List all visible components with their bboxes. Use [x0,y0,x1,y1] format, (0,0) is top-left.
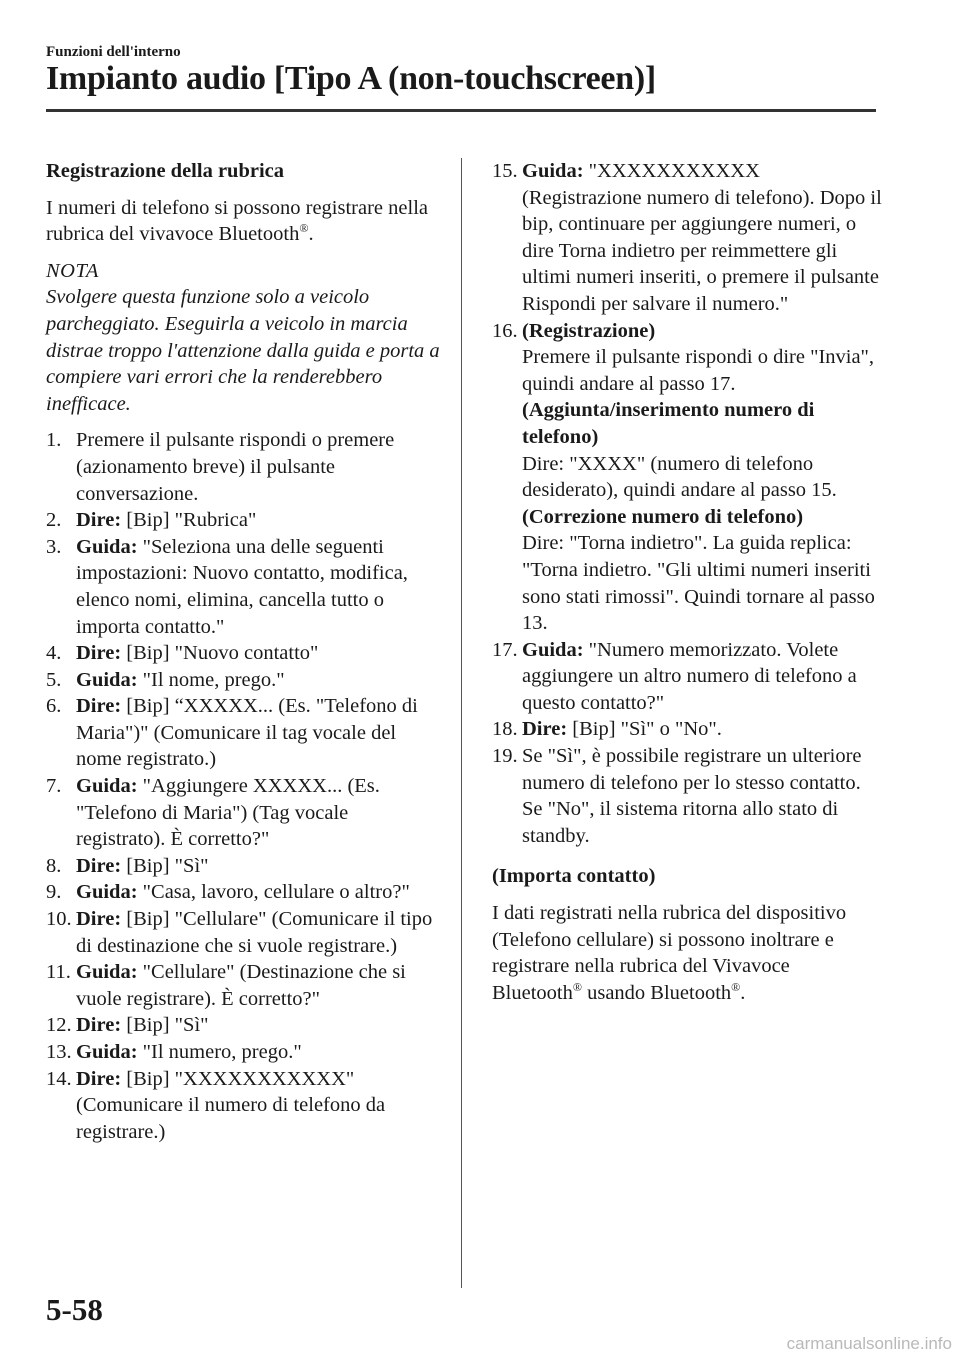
list-item [46,693,441,773]
list-item [46,853,441,880]
step-body: Dire: [Bip] "Sì" [76,854,209,877]
list-item [46,1012,441,1039]
sub-text: Se "No", il sistema ritorna allo stato di standby. [522,798,839,847]
step-number: 16. [492,319,518,342]
step-body: Guida: "Cellulare" (Destinazione che si vuole registrare). È corretto?" [76,961,406,1010]
step-body: Premere il pulsante rispondi o premere (azionamento breve) il pulsante conversazione. [76,429,395,505]
steps-list-right [492,158,882,849]
list-item [46,906,441,959]
list-item [46,773,441,853]
title-rule [46,109,876,112]
step-body: Guida: "Seleziona una delle seguenti impostazioni: Nuovo contatto, modifica, elenco nomi, elimina, cancella tutto o importa contatto." [76,535,408,638]
note-body: Svolgere questa funzione solo a veicolo parcheggiato. Eseguirla a veicolo in marcia distrae troppo l'attenzione dalla guida e porta a compiere vari errori che la renderebbero inefficace. [46,286,440,415]
import-heading: (Importa contatto) [492,865,656,888]
list-item [492,743,882,849]
step-number: 19. [492,745,518,768]
column-divider [461,158,462,1288]
intro-paragraph [46,195,441,248]
step-body: Guida: "Il nome, prego." [76,668,285,691]
steps-list-left [46,427,441,1145]
watermark: carmanualsonline.info [786,1334,952,1353]
step-number: 9. [46,881,62,904]
step-number: 8. [46,854,62,877]
page-title: Impianto audio [Tipo A (non-touchscreen)] [46,60,656,97]
step-number: 2. [46,509,62,532]
step-body: Guida: "Casa, lavoro, cellulare o altro?" [76,881,410,904]
section-heading: Registrazione della rubrica [46,160,284,182]
step-number: 3. [46,535,62,558]
step-number: 15. [492,160,518,182]
list-item [492,637,882,717]
step-body: Guida: "Il numero, prego." [76,1041,302,1063]
import-paragraph: I dati registrati nella rubrica del dispositivo (Telefono cellulare) si possono inoltrare e registrare nella rubrica del Vivavoce Bluetooth® usando Bluetooth®. [492,902,847,1004]
list-item [46,667,441,694]
sub-heading: (Registrazione) [522,319,656,342]
list-item [46,879,441,906]
step-number: 17. [492,638,518,661]
sub-heading: (Correzione numero di telefono) [522,505,804,528]
registered-mark: ® [572,979,582,994]
sub-text: Dire: "XXXX" (numero di telefono desiderato), quindi andare al passo 15. [522,452,837,502]
step-number: 11. [46,961,71,984]
list-item [46,507,441,534]
step-number: 14. [46,1067,72,1090]
sub-text: Se "Sì", è possibile registrare un ulteriore numero di telefono per lo stesso contatto. [522,745,862,794]
sub-text: Premere il pulsante rispondi o dire "Invia", quindi andare al passo 17. [522,346,875,395]
list-item [46,1066,441,1146]
step-number: 5. [46,668,62,691]
list-item [492,318,882,637]
intro-text: I numeri di telefono si possono registrare nella rubrica del vivavoce Bluetooth [46,196,428,246]
registered-mark: ® [299,221,309,236]
step-body [522,743,882,849]
step-body: Dire: [Bip] "Sì" o "No". [522,718,722,741]
step-number: 13. [46,1041,72,1063]
sub-heading: (Aggiunta/inserimento numero di telefono) [522,399,815,448]
list-item [46,959,441,1012]
step-number: 12. [46,1014,72,1037]
step-number: 7. [46,775,62,798]
registered-mark: ® [731,979,741,994]
note-heading: NOTA [46,259,99,282]
sub-text: Dire: "Torna indietro". La guida replica: "Torna indietro. "Gli ultimi numeri inseriti sono stati rimossi". Quindi tornare al passo 13. [522,532,875,635]
step-body: Dire: [Bip] “XXXXX... (Es. "Telefono di Maria")" (Comunicare il tag vocale del nome registrato.) [76,695,418,771]
step-number: 10. [46,908,72,931]
page-number: 5-58 [46,1292,103,1327]
step-body: Dire: [Bip] "Rubrica" [76,509,257,532]
list-item [46,427,441,507]
step-number: 18. [492,718,518,741]
step-body [522,318,882,637]
step-body: Guida: "XXXXXXXXXXX (Registrazione numero di telefono). Dopo il bip, continuare per aggiungere numeri, o dire Torna indietro per reimmettere gli ultimi numeri inseriti, o premere il pulsante Rispondi per salvare il numero." [522,160,882,315]
right-column [492,158,882,1016]
left-column [46,158,441,1145]
step-body: Dire: [Bip] "Cellulare" (Comunicare il tipo di destinazione che si vuole registrare.) [76,908,433,957]
step-body: Dire: [Bip] "Sì" [76,1014,209,1037]
step-number: 1. [46,429,62,452]
intro-end: . [308,223,314,246]
step-body: Guida: "Aggiungere XXXXX... (Es. "Telefono di Maria") (Tag vocale registrato). È corretto?" [76,775,380,851]
step-body: Dire: [Bip] "XXXXXXXXXXX" (Comunicare il numero di telefono da registrare.) [76,1067,386,1143]
list-item [492,158,882,318]
list-item [492,716,882,743]
section-label: Funzioni dell'interno [46,44,181,60]
step-number: 6. [46,695,62,718]
step-number: 4. [46,642,62,665]
step-body: Guida: "Numero memorizzato. Volete aggiungere un altro numero di telefono a questo contatto?" [522,638,857,714]
list-item [46,1039,441,1066]
list-item [46,534,441,640]
list-item [46,640,441,667]
step-body: Dire: [Bip] "Nuovo contatto" [76,642,319,665]
